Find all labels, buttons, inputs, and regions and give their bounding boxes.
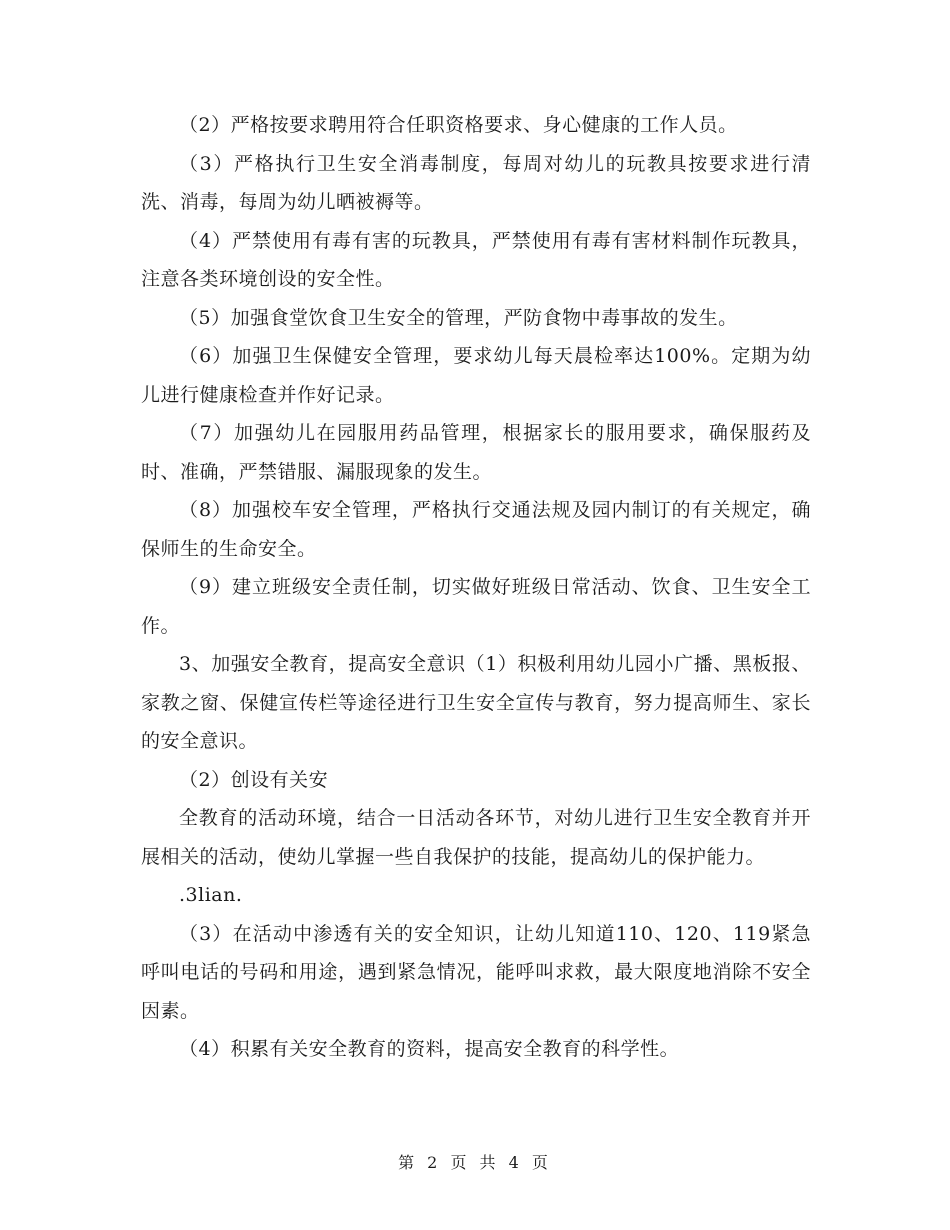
paragraph-3: （3）严格执行卫生安全消毒制度，每周对幼儿的玩教具按要求进行清洗、消毒，每周为幼儿晒被褥等。 — [141, 152, 811, 213]
section-3-paragraph: 3、加强安全教育，提高安全意识（1）积极利用幼儿园小广播、黑板报、家教之窗、保健宣传栏等途径进行卫生安全宣传与教育，努力提高师生、家长的安全意识。 — [141, 653, 811, 752]
page-number-footer: 第 2 页 共 4 页 — [398, 1153, 552, 1172]
paragraph-7: （7）加强幼儿在园服用药品管理，根据家长的服用要求，确保服药及时、准确，严禁错服、漏服现象的发生。 — [141, 422, 811, 483]
paragraph-s3-2-continued: 全教育的活动环境，结合一日活动各环节，对幼儿进行卫生安全教育并开展相关的活动，使幼儿掌握一些自我保护的技能，提高幼儿的保护能力。 — [141, 807, 811, 868]
paragraph-5: （5）加强食堂饮食卫生安全的管理，严防食物中毒事故的发生。 — [179, 306, 738, 329]
paragraph-8: （8）加强校车安全管理，严格执行交通法规及园内制订的有关规定，确保师生的生命安全。 — [141, 499, 811, 560]
paragraph-s3-3: （3）在活动中渗透有关的安全知识，让幼儿知道110、120、119紧急呼叫电话的号码和用途，遇到紧急情况，能呼叫求救，最大限度地消除不安全因素。 — [141, 922, 811, 1022]
watermark-text: .3lian. — [179, 884, 243, 906]
paragraph-s3-4: （4）积累有关安全教育的资料，提高安全教育的科学性。 — [179, 1038, 680, 1060]
document-body — [141, 106, 811, 1069]
paragraph-9: （9）建立班级安全责任制，切实做好班级日常活动、饮食、卫生安全工作。 — [141, 576, 811, 637]
paragraph-6: （6）加强卫生保健安全管理，要求幼儿每天晨检率达100%。定期为幼儿进行健康检查并作好记录。 — [141, 345, 811, 406]
paragraph-s3-2-start: （2）创设有关安 — [179, 768, 329, 791]
paragraph-4: （4）严禁使用有毒有害的玩教具，严禁使用有毒有害材料制作玩教具，注意各类环境创设的安全性。 — [141, 229, 811, 290]
paragraph-2: （2）严格按要求聘用符合任职资格要求、身心健康的工作人员。 — [179, 114, 738, 136]
